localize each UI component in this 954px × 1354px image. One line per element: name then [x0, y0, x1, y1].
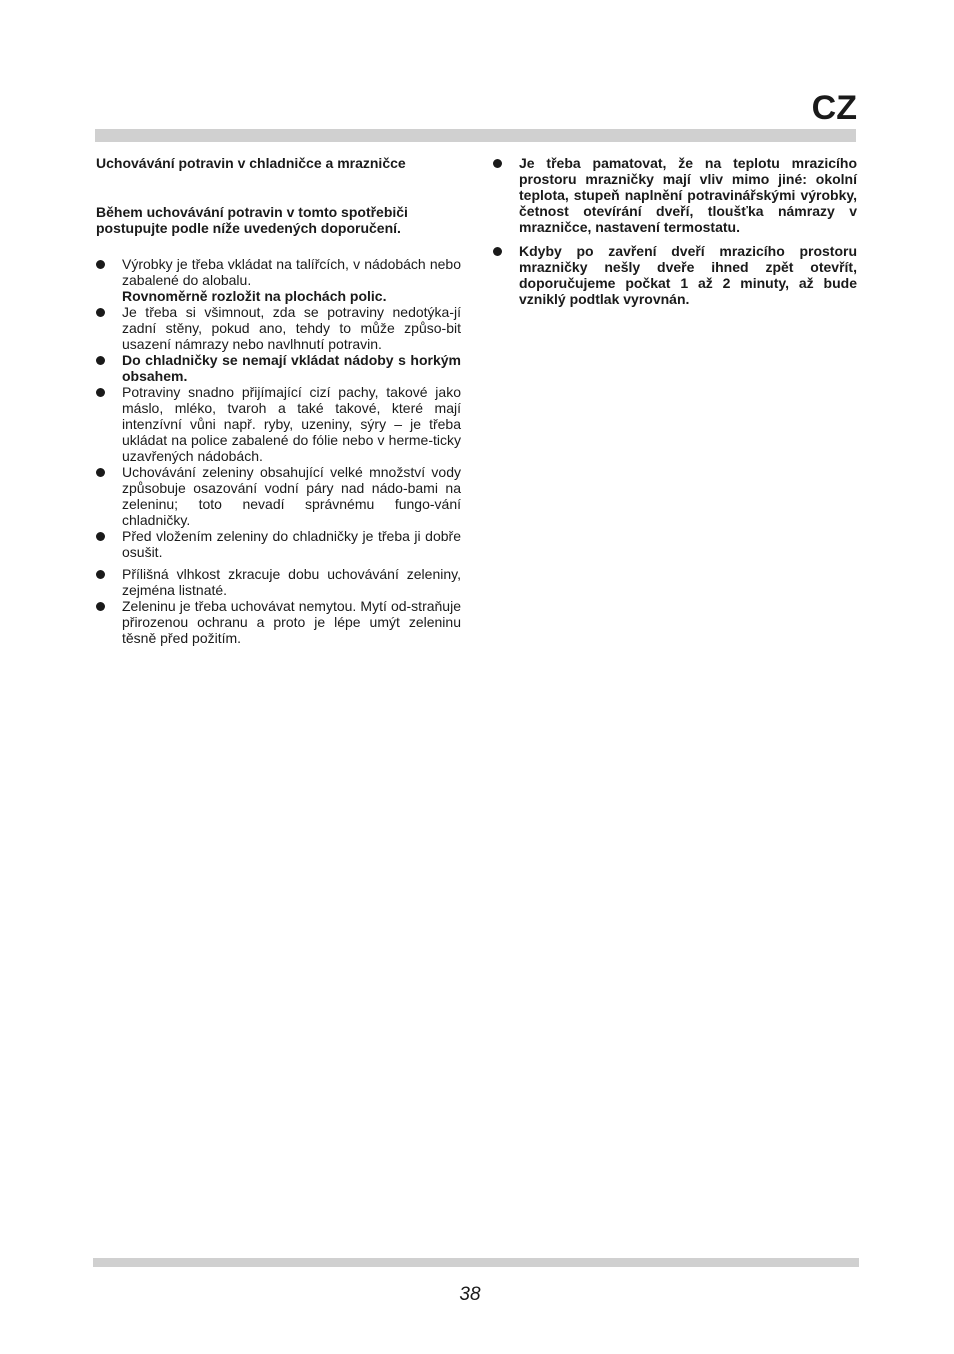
intro-paragraph: Během uchovávání potravin v tomto spotřebiči postupujte podle níže uvedených doporučení. [96, 204, 408, 236]
right-bullet-list [493, 155, 857, 307]
bullet-icon [96, 308, 105, 317]
list-item [96, 304, 461, 352]
left-column [96, 155, 461, 646]
list-item-text: Je třeba pamatovat, že na teplotu mrazicího prostoru mrazničky mají vliv mimo jiné: okolní teplota, stupeň naplnění potravinářskými výrobky, četnost otevírání dveří, tloušťka námrazy v mrazničce, nastavení termostatu. [519, 155, 857, 235]
list-item-text: Před vložením zeleniny do chladničky je třeba ji dobře osušit. [122, 528, 461, 560]
bullet-icon [96, 570, 105, 579]
list-item-text: Kdyby po zavření dveří mrazicího prostoru mrazničky nešly dveře ihned zpět otevřít, doporučujeme počkat 1 až 2 minuty, až bude vzniklý podtlak vyrovnán. [519, 243, 857, 307]
header-divider [95, 129, 856, 142]
bullet-icon [96, 260, 105, 269]
bullet-icon [493, 159, 502, 168]
list-item-text: Do chladničky se nemají vkládat nádoby s horkým obsahem. [122, 352, 461, 384]
bullet-icon [96, 468, 105, 477]
page-number: 38 [459, 1284, 481, 1305]
list-item [493, 243, 857, 307]
right-column [493, 155, 857, 315]
list-item-subtext: Rovnoměrně rozložit na plochách polic. [122, 288, 387, 304]
list-item-text: Je třeba si všimnout, zda se potraviny nedotýka-jí zadní stěny, pokud ano, tehdy to může způso-bit usazení námrazy nebo navlhnutí potravin. [122, 304, 461, 352]
bullet-icon [96, 602, 105, 611]
footer-divider [93, 1258, 859, 1267]
list-item [96, 528, 461, 560]
list-item-text: Potraviny snadno přijímající cizí pachy, takové jako máslo, mléko, tvaroh a také takové, které mají intenzívní vůni např. ryby, uzeniny, sýry – je třeba ukládat na police zabalené do fólie nebo v herme-ticky uzavřených nádobách. [122, 384, 461, 464]
list-item-text: Zeleninu je třeba uchovávat nemytou. Mytí od-straňuje přirozenou ochranu a proto je lépe umýt zeleninu těsně před požitím. [122, 598, 461, 646]
list-item-text: Přílišná vlhkost zkracuje dobu uchovávání zeleniny, zejména listnaté. [122, 566, 461, 598]
left-bullet-list [96, 256, 461, 646]
section-heading: Uchovávání potravin v chladničce a mrazničce [96, 155, 406, 171]
bullet-icon [96, 388, 105, 397]
bullet-icon [493, 247, 502, 256]
list-item [96, 256, 461, 304]
list-item [96, 598, 461, 646]
list-item-text: Uchovávání zeleniny obsahující velké množství vody způsobuje osazování vodní páry nad nádo-bami na zeleninu; toto nevadí správnému fungo-vání chladničky. [122, 464, 461, 528]
list-item [493, 155, 857, 235]
list-item [96, 464, 461, 528]
list-item-text: Výrobky je třeba vkládat na talířcích, v nádobách nebo zabalené do alobalu. [122, 256, 461, 288]
list-item [96, 566, 461, 598]
list-item [96, 384, 461, 464]
list-item [96, 352, 461, 384]
language-code: CZ [811, 89, 857, 127]
bullet-icon [96, 356, 105, 365]
bullet-icon [96, 532, 105, 541]
